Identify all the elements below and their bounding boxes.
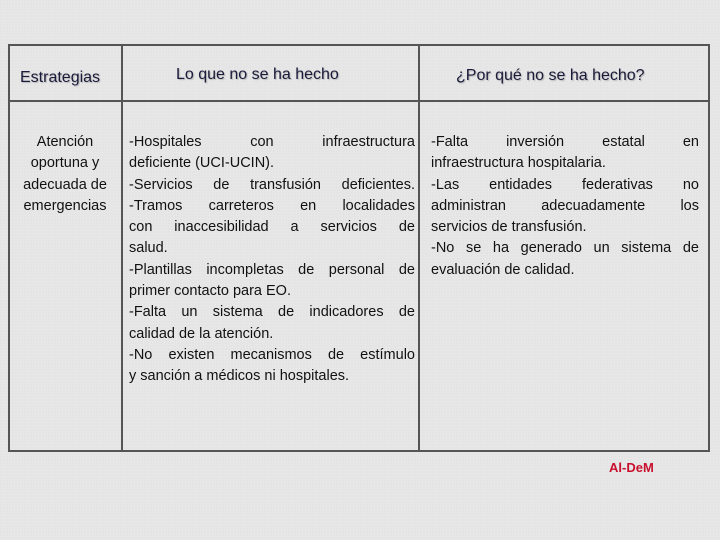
- not-done-line: -No existen mecanismos de estímulo: [129, 346, 415, 363]
- why-line: evaluación de calidad.: [431, 261, 575, 278]
- strategy-line: adecuada de: [23, 176, 107, 193]
- why-line: -Falta inversión estatal en: [431, 134, 699, 150]
- not-done-line: -Hospitales con infraestructura: [129, 134, 415, 150]
- table-top-border: [8, 44, 710, 46]
- not-done-line: con inaccesibilidad a servicios de: [129, 219, 415, 236]
- header-divider: [8, 100, 710, 102]
- not-done-line: calidad de la atención.: [129, 325, 274, 342]
- not-done-line: -Tramos carreteros en localidades: [129, 197, 415, 214]
- column-divider-1: [121, 44, 123, 452]
- not-done-line: -Falta un sistema de indicadores de: [129, 304, 415, 321]
- strategy-line: Atención: [36, 134, 94, 150]
- why-line: -Las entidades federativas no: [431, 176, 699, 193]
- why-cell: [431, 132, 699, 281]
- not-done-line: -Plantillas incompletas de personal de: [129, 261, 415, 278]
- not-done-cell: [129, 132, 415, 388]
- why-line: infraestructura hospitalaria.: [431, 155, 606, 172]
- strategy-cell: [10, 132, 120, 217]
- table-bottom-border: [8, 450, 710, 452]
- header-estrategias: Estrategias: [20, 69, 101, 86]
- why-line: servicios de transfusión.: [431, 219, 587, 236]
- why-line: administran adecuadamente los: [431, 197, 699, 214]
- why-line: -No se ha generado un sistema de: [431, 240, 699, 257]
- strategy-line: oportuna y: [30, 155, 100, 172]
- table-right-border: [708, 44, 710, 452]
- header-lo-que-no-se-ha-hecho: Lo que no se ha hecho: [176, 66, 339, 83]
- not-done-line: -Servicios de transfusión deficientes.: [129, 176, 415, 193]
- author-credit: Al-DeM: [609, 460, 654, 475]
- not-done-line: deficiente (UCI-UCIN).: [129, 155, 275, 172]
- not-done-line: salud.: [129, 240, 168, 257]
- column-divider-2: [418, 44, 420, 452]
- strategy-line: emergencias: [23, 197, 107, 214]
- not-done-line: y sanción a médicos ni hospitales.: [129, 368, 350, 385]
- not-done-line: primer contacto para EO.: [129, 283, 291, 300]
- header-por-que-no: ¿Por qué no se ha hecho?: [456, 67, 645, 84]
- table-left-border: [8, 44, 10, 452]
